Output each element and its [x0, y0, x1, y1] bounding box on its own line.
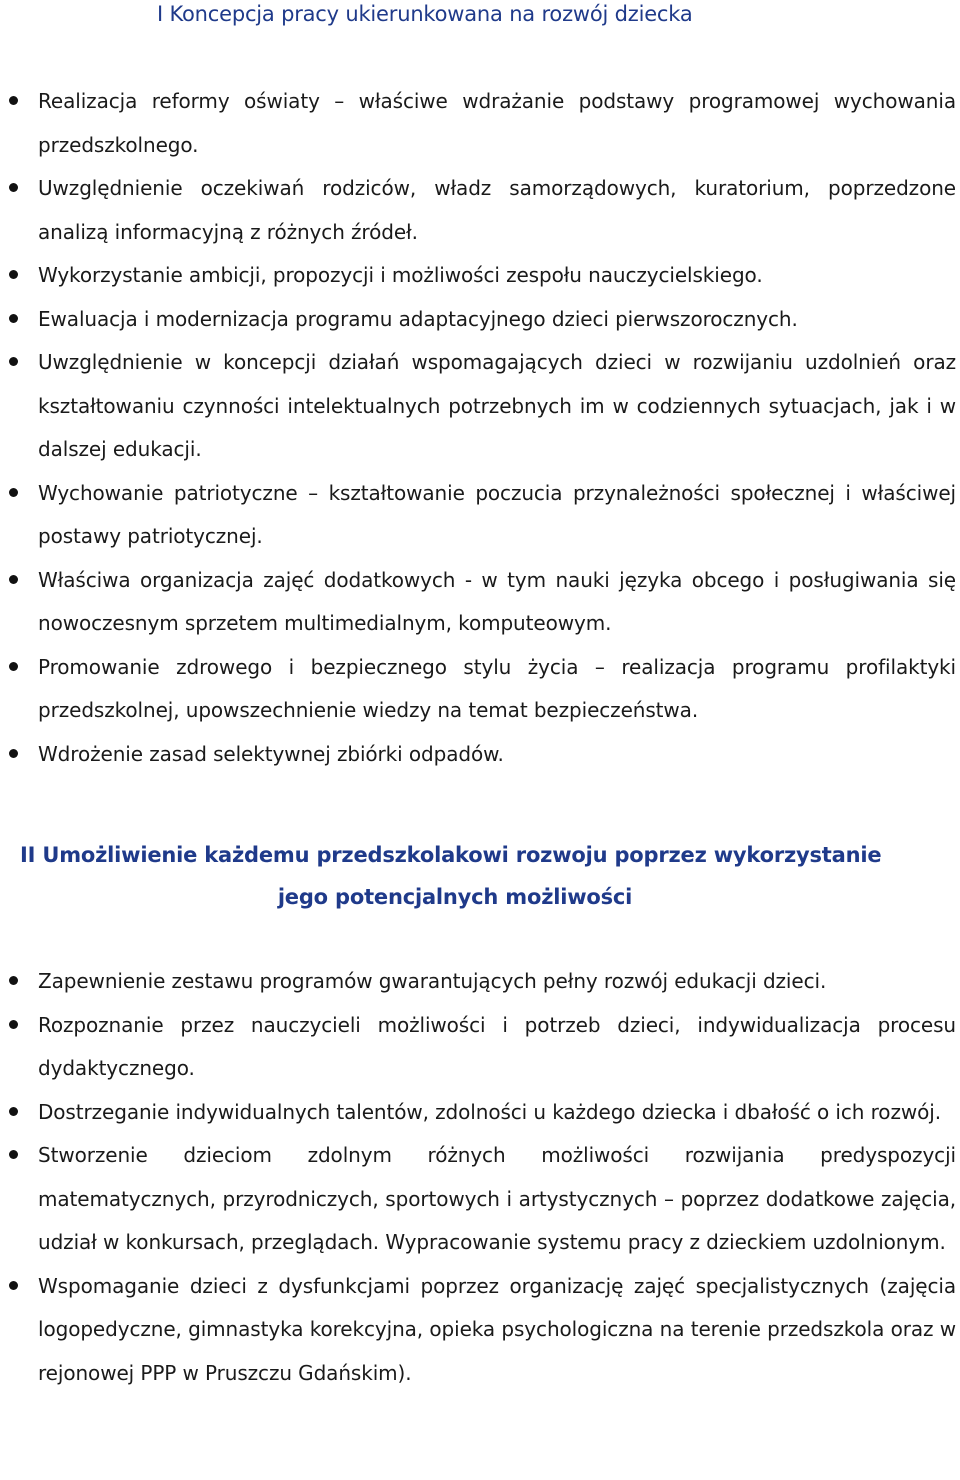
list-item — [0, 80, 956, 167]
list-item — [0, 1004, 956, 1091]
list-item-text: Promowanie zdrowego i bezpiecznego stylu życia – realizacja programu profilaktyki przedszkolnej, upowszechnienie wiedzy na temat bezpieczeństwa. — [38, 654, 956, 722]
list-item — [0, 341, 956, 472]
list-item — [0, 1265, 956, 1396]
bullet-icon — [9, 183, 18, 192]
section-1-list — [0, 80, 956, 776]
list-item — [0, 559, 956, 646]
list-item-text: Uwzględnienie w koncepcji działań wspomagających dzieci w rozwijaniu uzdolnień oraz kształtowaniu czynności intelektualnych potrzebnych im w codziennych sytuacjach, jak i w dalszej edukacji. — [38, 350, 956, 461]
bullet-icon — [9, 357, 18, 366]
list-item — [0, 298, 956, 342]
bullet-icon — [9, 749, 18, 758]
list-item-text: Stworzenie dzieciom zdolnym różnych możliwości rozwijania predyspozycji matematycznych, przyrodniczych, sportowych i artystycznych – poprzez dodatkowe zajęcia, udział w konkursach, przeglądach. Wypracowanie systemu pracy z dzieckiem uzdolnionym. — [38, 1143, 956, 1254]
bullet-icon — [9, 575, 18, 584]
list-item-text: Dostrzeganie indywidualnych talentów, zdolności u każdego dziecka i dbałość o ich rozwój. — [38, 1099, 941, 1124]
bullet-icon — [9, 314, 18, 323]
list-item-text: Wspomaganie dzieci z dysfunkcjami poprzez organizację zajęć specjalistycznych (zajęcia logopedyczne, gimnastyka korekcyjna, opieka psychologiczna na terenie przedszkola oraz w rejonowej PPP w Pruszczu Gdańskim). — [38, 1273, 956, 1385]
bullet-icon — [9, 1150, 18, 1159]
list-item-text: Zapewnienie zestawu programów gwarantujących pełny rozwój edukacji dzieci. — [38, 969, 827, 993]
section-2-heading — [20, 834, 890, 918]
list-item — [0, 1091, 956, 1135]
list-item-text: Właściwa organizacja zajęć dodatkowych - w tym nauki języka obcego i posługiwania się nowoczesnym sprzetem multimedialnym, komputeowym. — [38, 567, 956, 635]
list-item-text: Uwzględnienie oczekiwań rodziców, władz samorządowych, kuratorium, poprzedzone analizą informacyjną z różnych źródeł. — [38, 176, 956, 244]
bullet-icon — [9, 1107, 18, 1116]
bullet-icon — [9, 270, 18, 279]
list-item-text: Wychowanie patriotyczne – kształtowanie poczucia przynależności społecznej i właściwej postawy patriotycznej. — [38, 480, 956, 548]
list-item-text: Wykorzystanie ambicji, propozycji i możliwości zespołu nauczycielskiego. — [38, 263, 763, 287]
bullet-icon — [9, 976, 18, 985]
list-item — [0, 1134, 956, 1265]
bullet-icon — [9, 96, 18, 105]
list-item — [0, 733, 956, 777]
bullet-icon — [9, 662, 18, 671]
section-2-list — [0, 960, 956, 1395]
list-item-text: Rozpoznanie przez nauczycieli możliwości i potrzeb dzieci, indywidualizacja procesu dydaktycznego. — [38, 1012, 956, 1080]
list-item — [0, 960, 956, 1004]
list-item-text: Wdrożenie zasad selektywnej zbiórki odpadów. — [38, 741, 504, 766]
bullet-icon — [9, 1020, 18, 1029]
bullet-icon — [9, 1281, 18, 1290]
list-item — [0, 646, 956, 733]
bullet-icon — [9, 488, 18, 497]
list-item — [0, 472, 956, 559]
section-2-heading-line-2: jego potencjalnych możliwości — [277, 885, 633, 909]
section-1-heading: I Koncepcja pracy ukierunkowana na rozwój dziecka — [157, 2, 693, 26]
list-item-text: Realizacja reformy oświaty – właściwe wdrażanie podstawy programowej wychowania przedszkolnego. — [38, 89, 956, 157]
list-item — [0, 167, 956, 254]
list-item — [0, 254, 956, 298]
list-item-text: Ewaluacja i modernizacja programu adaptacyjnego dzieci pierwszorocznych. — [38, 306, 798, 331]
section-2-heading-line-1: II Umożliwienie każdemu przedszkolakowi rozwoju poprzez wykorzystanie — [20, 843, 882, 867]
